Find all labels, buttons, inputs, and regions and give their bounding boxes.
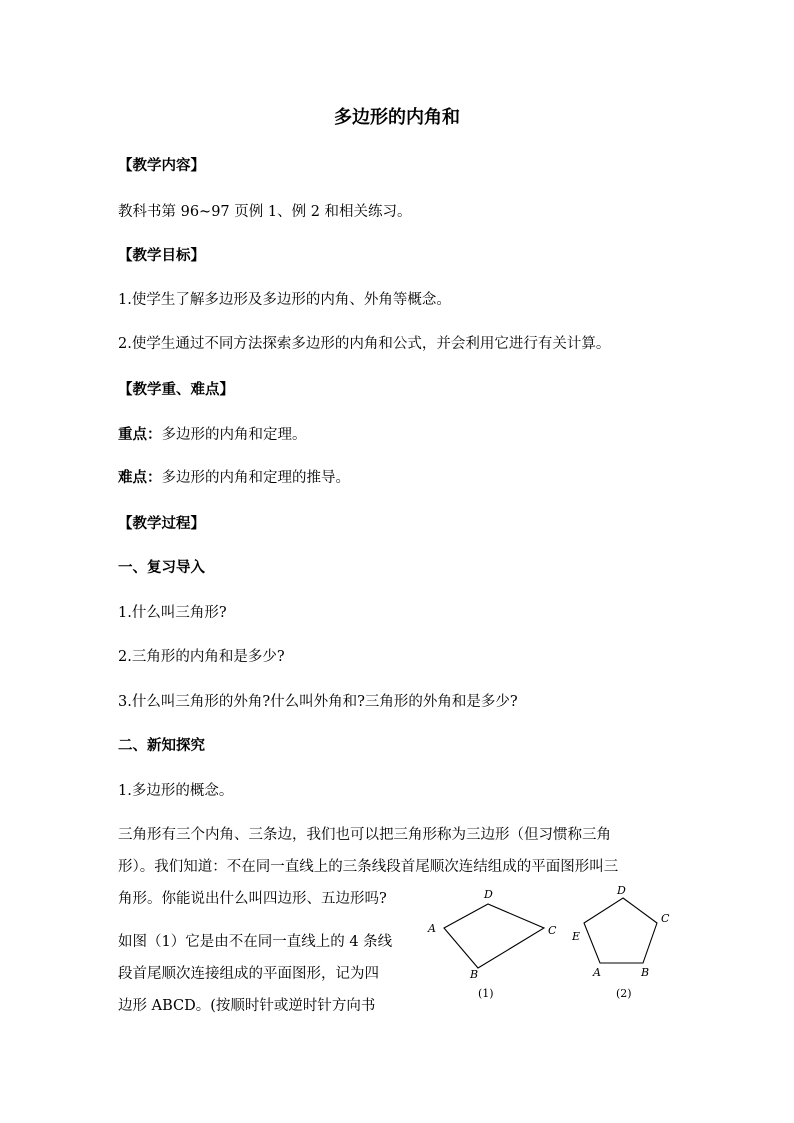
content-text: 教科书第 96~97 页例 1、例 2 和相关练习。: [118, 204, 412, 220]
pent-label-d: D: [617, 884, 626, 897]
key-text: 多边形的内角和定理。: [161, 427, 307, 443]
pent-caption: (2): [616, 987, 632, 1000]
paragraph-line-3: 角形。你能说出什么叫四边形、五边形吗?: [118, 891, 387, 907]
paragraph-line-2: 形）。我们知道：不在同一直线上的三条线段首尾顺次连结组成的平面图形叫三: [118, 859, 619, 875]
pent-label-e: E: [572, 930, 581, 943]
process-heading: 【教学过程】: [118, 515, 205, 532]
question-1: 1.什么叫三角形?: [118, 605, 227, 621]
difficulty-text: 多边形的内角和定理的推导。: [161, 470, 350, 486]
goal-2: 2.使学生通过不同方法探索多边形的内角和公式，并会利用它进行有关计算。: [118, 336, 611, 352]
quad-label-c: C: [548, 924, 557, 937]
quad-caption: (1): [478, 987, 494, 1000]
key-label: 重点：: [118, 426, 162, 443]
quad-label-b: B: [470, 968, 479, 981]
quad-label-d: D: [484, 888, 493, 901]
paragraph-line-1: 三角形有三个内角、三条边，我们也可以把三角形称为三边形（但习惯称三角: [118, 827, 611, 843]
part2-heading: 二、新知探究: [118, 737, 205, 754]
difficulty-point: [118, 468, 350, 488]
pent-label-b: B: [641, 966, 650, 979]
paragraph-line-5: 段首尾顺次连接组成的平面图形，记为四: [118, 966, 379, 982]
page-title: 多边形的内角和: [334, 107, 460, 128]
pent-label-a: A: [593, 966, 601, 979]
content-heading: 【教学内容】: [118, 157, 205, 174]
key-point: [118, 425, 307, 445]
question-2: 2.三角形的内角和是多少?: [118, 649, 285, 665]
goal-1: 1.使学生了解多边形及多边形的内角、外角等概念。: [118, 292, 451, 308]
key-heading: 【教学重、难点】: [118, 381, 234, 398]
question-3: 3.什么叫三角形的外角?什么叫外角和?三角形的外角和是多少?: [118, 694, 518, 710]
pent-label-c: C: [661, 912, 670, 925]
polygon-figure: [420, 880, 680, 1010]
pentagon-abcde: [584, 898, 657, 963]
concept-heading: 1.多边形的概念。: [118, 783, 234, 799]
part1-heading: 一、复习导入: [118, 559, 205, 576]
difficulty-label: 难点：: [118, 469, 162, 486]
goals-heading: 【教学目标】: [118, 247, 205, 264]
quad-label-a: A: [428, 922, 436, 935]
quadrilateral-abcd: [444, 904, 544, 968]
paragraph-line-6: 边形 ABCD。(按顺时针或逆时针方向书: [118, 998, 376, 1014]
paragraph-line-4: 如图（1）它是由不在同一直线上的 4 条线: [118, 934, 393, 950]
